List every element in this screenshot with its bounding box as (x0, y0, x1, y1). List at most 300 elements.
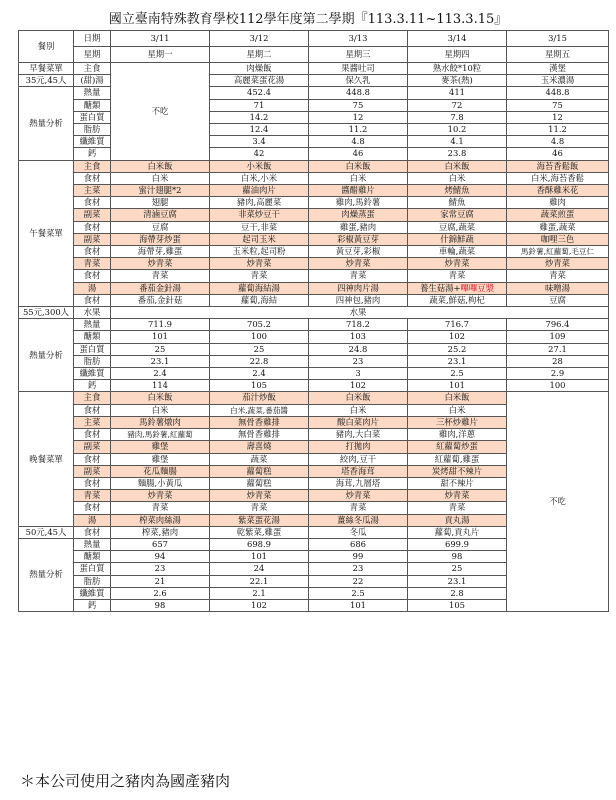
menu-cell: 白米 (408, 404, 507, 416)
row-key: 主食 (74, 160, 111, 172)
menu-cell: 白米飯 (309, 392, 408, 404)
menu-cell: 452.4 (210, 87, 309, 99)
menu-cell: 23.1 (408, 575, 507, 587)
menu-cell: 2.1 (210, 587, 309, 599)
menu-cell: 炒青菜 (408, 490, 507, 502)
menu-cell: 炒青菜 (111, 490, 210, 502)
menu-cell: 雞肉,洋蔥 (408, 429, 507, 441)
dinner-friday-note: 不吃 (507, 392, 609, 612)
menu-cell: 2.4 (111, 368, 210, 380)
table-row (19, 197, 609, 209)
menu-cell: 109 (507, 331, 609, 343)
meal-type-header: 餐別 (19, 31, 74, 63)
menu-cell: 698.9 (210, 538, 309, 550)
table-row (19, 368, 609, 380)
row-key: 纖維質 (74, 368, 111, 380)
menu-cell: 12 (309, 111, 408, 123)
menu-cell: 果醬吐司 (309, 63, 408, 75)
menu-cell (111, 307, 210, 319)
menu-cell: 23.1 (111, 355, 210, 367)
menu-cell: 馬鈴薯,紅蘿蔔,毛豆仁 (507, 246, 609, 258)
menu-cell: 白米,蔬菜,番茄醬 (210, 404, 309, 416)
menu-cell: 10.2 (408, 124, 507, 136)
menu-cell: 玉米濃湯 (507, 75, 609, 87)
table-row (19, 160, 609, 172)
menu-cell: 白米 (111, 172, 210, 184)
menu-cell: 100 (210, 331, 309, 343)
row-key: 熱量 (74, 538, 111, 550)
menu-cell: 2.5 (408, 368, 507, 380)
menu-cell: 11.2 (507, 124, 609, 136)
table-row (19, 136, 609, 148)
menu-cell: 壽喜燒 (210, 441, 309, 453)
menu-cell: 白米 (309, 172, 408, 184)
menu-cell: 高麗菜蛋花湯 (210, 75, 309, 87)
menu-cell: 打拋肉 (309, 441, 408, 453)
row-key: 醣類 (74, 331, 111, 343)
row-key: 青菜 (74, 258, 111, 270)
menu-cell: 105 (210, 380, 309, 392)
table-row (19, 148, 609, 160)
menu-cell: 青菜 (408, 502, 507, 514)
table-row (19, 99, 609, 111)
menu-cell: 什錦鮮蔬 (408, 233, 507, 245)
menu-cell: 花瓜麵腸 (111, 465, 210, 477)
menu-cell: 豬肉,高麗菜 (210, 197, 309, 209)
menu-cell: 103 (309, 331, 408, 343)
row-key: 主食 (74, 392, 111, 404)
row-key: 鈣 (74, 380, 111, 392)
breakfast-label: 早餐菜單 (19, 63, 74, 75)
row-key: 副菜 (74, 209, 111, 221)
menu-cell: 馬鈴薯燉肉 (111, 416, 210, 428)
date-cell: 3/11 (111, 31, 210, 47)
row-key: 主菜 (74, 416, 111, 428)
menu-cell: 肉燥蒸蛋 (309, 209, 408, 221)
menu-cell: 咖哩三色 (507, 233, 609, 245)
menu-cell: 漢堡 (507, 63, 609, 75)
menu-cell (408, 282, 507, 294)
row-key: 蛋白質 (74, 563, 111, 575)
table-row (19, 294, 609, 306)
menu-cell: 雞堡 (111, 441, 210, 453)
menu-cell: 27.1 (507, 343, 609, 355)
row-key: 主食 (74, 63, 111, 75)
row-key: 食材 (74, 172, 111, 184)
menu-cell: 炒青菜 (309, 490, 408, 502)
row-key: 食材 (74, 502, 111, 514)
table-row (19, 380, 609, 392)
menu-cell: 101 (408, 380, 507, 392)
menu-cell: 42 (210, 148, 309, 160)
breakfast-nutrition-label: 熱量分析 (19, 87, 74, 160)
menu-cell: 炒青菜 (309, 258, 408, 270)
weekly-menu-table (18, 30, 609, 612)
menu-cell: 香酥雞米花 (507, 185, 609, 197)
row-key: 食材 (74, 270, 111, 282)
row-key: 食材 (74, 526, 111, 538)
menu-cell: 青菜 (408, 270, 507, 282)
row-key: 湯 (74, 514, 111, 526)
row-key: 副菜 (74, 465, 111, 477)
table-row (19, 331, 609, 343)
row-key: 鈣 (74, 599, 111, 611)
lunch-nutrition-label: 熱量分析 (19, 319, 74, 392)
menu-cell: 豆腐 (111, 221, 210, 233)
menu-cell: 青菜 (309, 270, 408, 282)
menu-cell: 716.7 (408, 319, 507, 331)
menu-cell: 番茄,金針菇 (111, 294, 210, 306)
menu-cell: 豬肉,馬鈴薯,紅蘿蔔 (111, 429, 210, 441)
menu-cell: 12 (507, 111, 609, 123)
menu-cell: 448.8 (309, 87, 408, 99)
table-row (19, 282, 609, 294)
weekday-cell: 星期三 (309, 47, 408, 63)
row-key: 食材 (74, 294, 111, 306)
lunch-price: 55元,300人 (19, 307, 74, 319)
row-key: 副菜 (74, 233, 111, 245)
row-key: 醣類 (74, 99, 111, 111)
menu-cell: 7.8 (408, 111, 507, 123)
menu-cell: 非菜炒豆干 (210, 209, 309, 221)
table-row (19, 392, 609, 404)
menu-cell: 75 (309, 99, 408, 111)
weekday-cell: 星期二 (210, 47, 309, 63)
menu-cell: 味噌湯 (507, 282, 609, 294)
menu-cell: 白米 (309, 404, 408, 416)
menu-cell: 青菜 (210, 502, 309, 514)
row-key: 食材 (74, 197, 111, 209)
menu-cell: 98 (408, 551, 507, 563)
table-row (19, 343, 609, 355)
menu-cell: 雞肉 (507, 197, 609, 209)
date-cell: 3/15 (507, 31, 609, 47)
menu-cell: 青菜 (210, 270, 309, 282)
menu-cell: 21 (111, 575, 210, 587)
footer-note: ＊本公司使用之豬肉為國產豬肉 (20, 772, 231, 790)
row-key: 熱量 (74, 87, 111, 99)
row-key: 醣類 (74, 551, 111, 563)
menu-cell: 貢丸湯 (408, 514, 507, 526)
menu-cell: 烤鯖魚 (408, 185, 507, 197)
menu-cell: 青菜 (507, 270, 609, 282)
menu-cell: 99 (309, 551, 408, 563)
menu-cell: 紅蘿蔔炒蛋 (408, 441, 507, 453)
menu-cell: 101 (111, 331, 210, 343)
table-row (19, 87, 609, 99)
menu-cell: 25 (408, 563, 507, 575)
menu-cell: 28 (507, 355, 609, 367)
menu-cell: 茄汁炒飯 (210, 392, 309, 404)
menu-cell: 101 (309, 599, 408, 611)
menu-cell: 豆腐,蔬菜 (408, 221, 507, 233)
menu-cell: 22.8 (210, 355, 309, 367)
menu-cell: 699.9 (408, 538, 507, 550)
menu-cell: 車輪,蔬菜 (408, 246, 507, 258)
menu-cell: 白米 (111, 404, 210, 416)
menu-cell: 海茸,九層塔 (309, 477, 408, 489)
dinner-label: 晚餐菜單 (19, 392, 74, 526)
menu-cell: 105 (408, 599, 507, 611)
menu-cell: 23.8 (408, 148, 507, 160)
menu-cell: 4.1 (408, 136, 507, 148)
menu-cell: 100 (507, 380, 609, 392)
row-key: 副菜 (74, 441, 111, 453)
menu-cell: 448.8 (507, 87, 609, 99)
menu-cell: 薑絲冬瓜湯 (309, 514, 408, 526)
menu-cell (507, 307, 609, 319)
menu-cell: 94 (111, 551, 210, 563)
menu-cell: 白米飯 (111, 160, 210, 172)
row-key: 蛋白質 (74, 111, 111, 123)
row-key: 食材 (74, 246, 111, 258)
menu-cell: 榨菜,豬肉 (111, 526, 210, 538)
menu-cell: 蘿蔔糕 (210, 477, 309, 489)
row-key: 水果 (74, 307, 111, 319)
menu-cell: 蘿蔔,貢丸片 (408, 526, 507, 538)
menu-cell: 686 (309, 538, 408, 550)
menu-cell: 24 (210, 563, 309, 575)
menu-cell: 酸白菜肉片 (309, 416, 408, 428)
menu-cell: 彩椒黃豆芽 (309, 233, 408, 245)
menu-cell: 雞蛋,豬肉 (309, 221, 408, 233)
menu-cell: 白米 (408, 172, 507, 184)
menu-cell: 114 (111, 380, 210, 392)
menu-cell: 小米飯 (210, 160, 309, 172)
menu-cell: 蘿蔔海結湯 (210, 282, 309, 294)
menu-cell: 411 (408, 87, 507, 99)
weekday-cell: 星期一 (111, 47, 210, 63)
menu-cell: 海苔香鬆飯 (507, 160, 609, 172)
menu-cell: 蘿油肉片 (210, 185, 309, 197)
table-row (19, 258, 609, 270)
menu-cell: 12.4 (210, 124, 309, 136)
menu-cell: 白米,小米 (210, 172, 309, 184)
menu-cell: 清滷豆腐 (111, 209, 210, 221)
row-key: 脂肪 (74, 124, 111, 136)
menu-cell: 蘿蔔糕 (210, 465, 309, 477)
table-row (19, 307, 609, 319)
red-drink-note: 嗶嗶豆漿 (460, 282, 495, 293)
menu-cell: 海帶芽,雞蛋 (111, 246, 210, 258)
row-key: 纖維質 (74, 136, 111, 148)
table-row (19, 221, 609, 233)
menu-cell: 72 (408, 99, 507, 111)
menu-cell: 三杯炒雞片 (408, 416, 507, 428)
menu-cell: 23 (309, 563, 408, 575)
table-row (19, 172, 609, 184)
menu-cell: 102 (309, 380, 408, 392)
menu-cell: 2.9 (507, 368, 609, 380)
table-row (19, 209, 609, 221)
menu-cell: 3.4 (210, 136, 309, 148)
menu-cell: 22 (309, 575, 408, 587)
dinner-nutrition-label: 熱量分析 (19, 538, 74, 611)
menu-cell: 705.2 (210, 319, 309, 331)
menu-cell: 紅蘿蔔,雞蛋 (408, 453, 507, 465)
page-title: 國立臺南特殊教育學校112學年度第二學期『113.3.11~113.3.15』 (108, 12, 508, 27)
menu-cell: 4.8 (507, 136, 609, 148)
menu-cell: 白米飯 (111, 392, 210, 404)
menu-cell: 起司玉米 (210, 233, 309, 245)
table-row (19, 124, 609, 136)
table-row (19, 233, 609, 245)
menu-cell: 麥茶(熱) (408, 75, 507, 87)
lunch-label: 午餐菜單 (19, 160, 74, 306)
menu-cell: 14.2 (210, 111, 309, 123)
menu-cell: 雞堡 (111, 453, 210, 465)
menu-cell: 11.2 (309, 124, 408, 136)
row-key: 青菜 (74, 490, 111, 502)
menu-cell: 青菜 (309, 502, 408, 514)
menu-cell: 黃豆芽,彩椒 (309, 246, 408, 258)
menu-cell: 塔香海茸 (309, 465, 408, 477)
dinner-price: 50元,45人 (19, 526, 74, 538)
soup-name: 養生菇湯+ (419, 282, 461, 293)
table-row (19, 246, 609, 258)
row-key: 湯 (74, 282, 111, 294)
table-row (19, 75, 609, 87)
menu-cell: 白米飯 (408, 160, 507, 172)
weekday-cell: 星期四 (408, 47, 507, 63)
menu-cell: 22.1 (210, 575, 309, 587)
table-row (19, 31, 609, 47)
breakfast-price: 35元,45人 (19, 75, 74, 87)
menu-cell: 豆腐 (507, 294, 609, 306)
menu-cell: 麵腸,小黃瓜 (111, 477, 210, 489)
date-cell: 3/12 (210, 31, 309, 47)
menu-cell: 豬肉,大白菜 (309, 429, 408, 441)
menu-cell: 青菜 (111, 502, 210, 514)
menu-cell: 海帶芽炒蛋 (111, 233, 210, 245)
menu-cell: 98 (111, 599, 210, 611)
table-row (19, 111, 609, 123)
menu-cell: 23 (111, 563, 210, 575)
menu-cell: 家常豆腐 (408, 209, 507, 221)
menu-cell: 101 (210, 551, 309, 563)
menu-cell: 2.8 (408, 587, 507, 599)
menu-cell: 25 (111, 343, 210, 355)
menu-cell: 蔬菜煎蛋 (507, 209, 609, 221)
table-row (19, 270, 609, 282)
menu-cell: 24.8 (309, 343, 408, 355)
menu-cell: 蔬菜,鮮菇,枸杞 (408, 294, 507, 306)
menu-cell: 豆干,非菜 (210, 221, 309, 233)
menu-cell (408, 307, 507, 319)
menu-cell: 71 (210, 99, 309, 111)
menu-cell: 102 (210, 599, 309, 611)
table-row (19, 185, 609, 197)
menu-cell: 白米飯 (408, 392, 507, 404)
menu-cell: 炒青菜 (507, 258, 609, 270)
menu-cell: 白米,海苔香鬆 (507, 172, 609, 184)
row-key: 食材 (74, 404, 111, 416)
menu-cell: 46 (309, 148, 408, 160)
menu-cell: 23 (309, 355, 408, 367)
menu-cell: 鯖魚 (408, 197, 507, 209)
menu-cell: 2.4 (210, 368, 309, 380)
menu-cell: 無骨香雞排 (210, 416, 309, 428)
menu-cell: 翅腿 (111, 197, 210, 209)
menu-cell: 75 (507, 99, 609, 111)
menu-cell (210, 307, 309, 319)
menu-cell: 102 (408, 331, 507, 343)
breakfast-monday-note: 不吃 (111, 63, 210, 161)
row-key: 主菜 (74, 185, 111, 197)
menu-cell: 蘿蔔,海結 (210, 294, 309, 306)
menu-cell: 水果 (309, 307, 408, 319)
menu-cell: 炒青菜 (210, 490, 309, 502)
menu-cell: 雞蛋,蔬菜 (507, 221, 609, 233)
menu-cell: 肉燥飯 (210, 63, 309, 75)
weekday-cell: 星期五 (507, 47, 609, 63)
row-key: 纖維質 (74, 587, 111, 599)
menu-cell: 蔬菜 (210, 453, 309, 465)
date-cell: 3/14 (408, 31, 507, 47)
menu-cell: 25.2 (408, 343, 507, 355)
menu-cell: 無骨香雞排 (210, 429, 309, 441)
row-key: 食材 (74, 429, 111, 441)
menu-cell: 657 (111, 538, 210, 550)
menu-cell: 番茄金針湯 (111, 282, 210, 294)
row-key: 脂肪 (74, 355, 111, 367)
menu-cell: 46 (507, 148, 609, 160)
row-key: 食材 (74, 453, 111, 465)
date-label: 日期 (74, 31, 111, 47)
table-row (19, 47, 609, 63)
menu-cell: 四神肉片湯 (309, 282, 408, 294)
menu-cell: 711.9 (111, 319, 210, 331)
menu-cell: 白米飯 (309, 160, 408, 172)
menu-cell: 3 (309, 368, 408, 380)
menu-cell: 乾紫菜,雞蛋 (210, 526, 309, 538)
menu-cell: 雞肉,馬鈴薯 (309, 197, 408, 209)
menu-cell: 718.2 (309, 319, 408, 331)
table-row (19, 319, 609, 331)
menu-cell: 保久乳 (309, 75, 408, 87)
row-key: 脂肪 (74, 575, 111, 587)
menu-cell: 炒青菜 (408, 258, 507, 270)
row-key: (甜)湯 (74, 75, 111, 87)
menu-cell: 榨菜肉絲湯 (111, 514, 210, 526)
table-row (19, 355, 609, 367)
menu-cell: 23.1 (408, 355, 507, 367)
menu-cell: 熟水餃*10粒 (408, 63, 507, 75)
menu-cell: 4.8 (309, 136, 408, 148)
row-key: 蛋白質 (74, 343, 111, 355)
menu-cell: 青菜 (111, 270, 210, 282)
date-cell: 3/13 (309, 31, 408, 47)
menu-cell: 甜不辣片 (408, 477, 507, 489)
menu-cell: 2.5 (309, 587, 408, 599)
row-key: 熱量 (74, 319, 111, 331)
row-key: 鈣 (74, 148, 111, 160)
menu-cell: 2.6 (111, 587, 210, 599)
table-row (19, 63, 609, 75)
menu-cell: 炒青菜 (111, 258, 210, 270)
menu-cell: 醬醋雞片 (309, 185, 408, 197)
menu-cell: 炭烤甜不辣片 (408, 465, 507, 477)
menu-cell: 796.4 (507, 319, 609, 331)
menu-cell: 冬瓜 (309, 526, 408, 538)
weekday-label: 星期 (74, 47, 111, 63)
menu-cell: 玉米粒,起司粉 (210, 246, 309, 258)
menu-cell: 四神包,豬肉 (309, 294, 408, 306)
menu-cell: 炒青菜 (210, 258, 309, 270)
row-key: 食材 (74, 221, 111, 233)
row-key: 食材 (74, 477, 111, 489)
menu-cell: 25 (210, 343, 309, 355)
